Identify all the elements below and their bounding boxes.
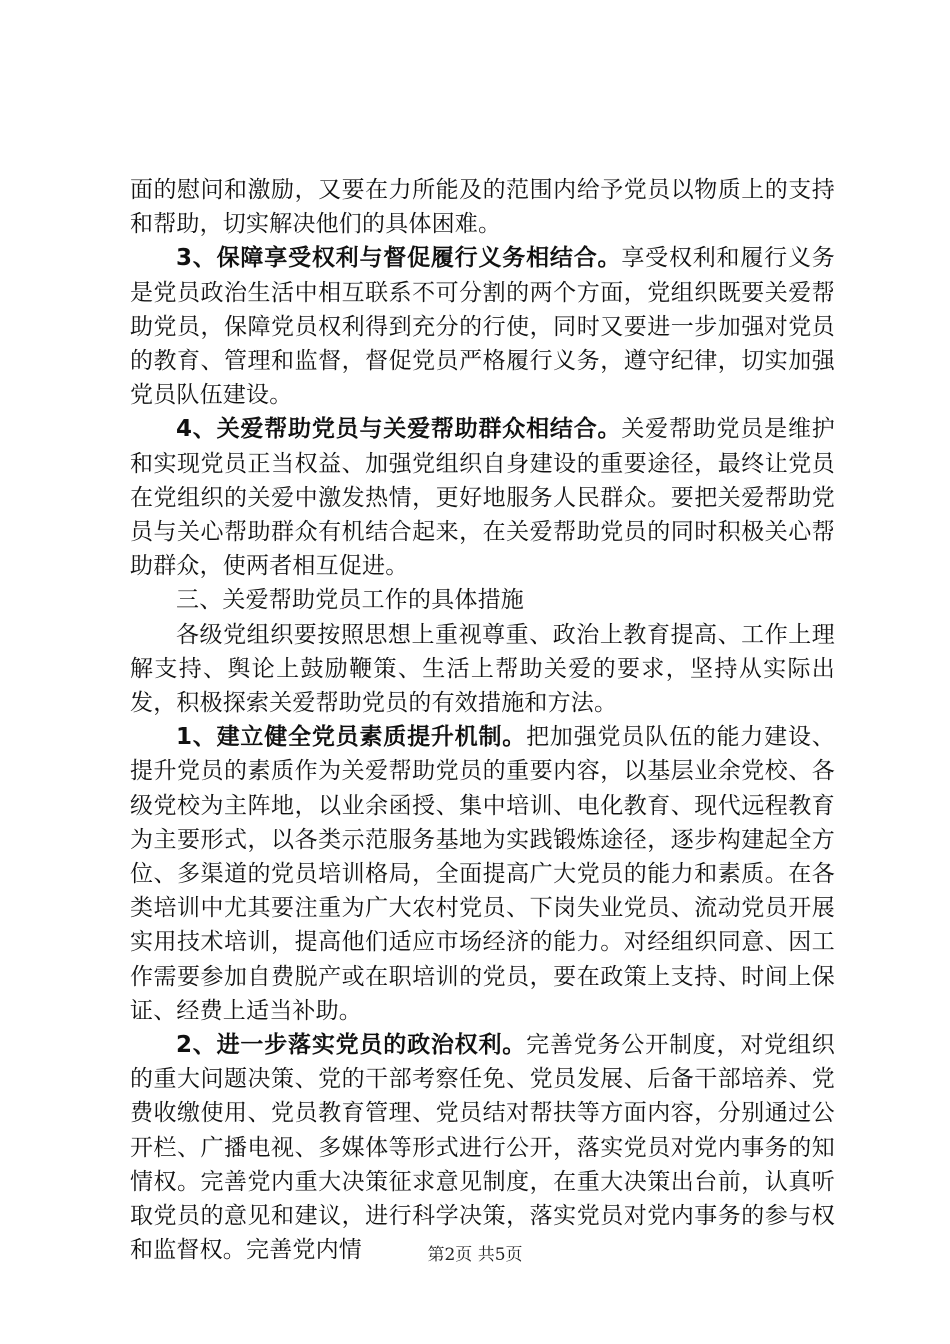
- page-number-footer: 第2页 共5页: [427, 1245, 523, 1265]
- paragraph-text: 享受权利和履行义务是党员政治生活中相互联系不可分割的两个方面，党组织既要关爱帮助党员，保障党员权利得到充分的行使，同时又要进一步加强对党员的教育、管理和监督，督促党员严格履行义务，遵守纪律，切实加强党员队伍建设。: [130, 245, 835, 409]
- paragraph-text: 关爱帮助党员是维护和实现党员正当权益、加强党组织自身建设的重要途径，最终让党员在党组织的关爱中激发热情，更好地服务人民群众。要把关爱帮助党员与关心帮助群众有机结合起来，在关爱帮助党员的同时积极关心帮助群众，使两者相互促进。: [130, 416, 835, 580]
- paragraph-lead: 1、建立健全党员素质提升机制。: [176, 724, 527, 751]
- paragraph-members-masses: [130, 412, 835, 583]
- paragraph-lead: 3、保障享受权利与督促履行义务相结合。: [176, 245, 622, 272]
- paragraph-text: 面的慰问和激励，又要在力所能及的范围内给予党员以物质上的支持和帮助，切实解决他们的具体困难。: [130, 177, 835, 238]
- paragraph-rights-duties: [130, 241, 835, 412]
- paragraph-continuation: [130, 173, 835, 241]
- paragraph-lead: 2、进一步落实党员的政治权利。: [176, 1032, 527, 1059]
- paragraph-intro-measures: [130, 618, 835, 721]
- paragraph-text: 各级党组织要按照思想上重视尊重、政治上教育提高、工作上理解支持、舆论上鼓励鞭策、生活上帮助关爱的要求，坚持从实际出发，积极探索关爱帮助党员的有效措施和方法。: [130, 621, 835, 717]
- paragraph-text: 完善党务公开制度，对党组织的重大问题决策、党的干部考察任免、党员发展、后备干部培养、党费收缴使用、党员教育管理、党员结对帮扶等方面内容，分别通过公开栏、广播电视、多媒体等形式进行公开，落实党员对党内事务的知情权。完善党内重大决策征求意见制度，在重大决策出台前，认真听取党员的意见和建议，进行科学决策，落实党员对党内事务的参与权和监督权。完善党内情: [130, 1032, 835, 1264]
- paragraph-political-rights: [130, 1028, 835, 1267]
- section-heading: 三、关爱帮助党员工作的具体措施: [176, 587, 524, 614]
- paragraph-quality-mechanism: [130, 720, 835, 1028]
- document-body: [130, 173, 835, 1268]
- paragraph-lead: 4、关爱帮助党员与关爱帮助群众相结合。: [176, 416, 622, 443]
- paragraph-text: 把加强党员队伍的能力建设、提升党员的素质作为关爱帮助党员的重要内容，以基层业余党校、各级党校为主阵地，以业余函授、集中培训、电化教育、现代远程教育为主要形式，以各类示范服务基地为实践锻炼途径，逐步构建起全方位、多渠道的党员培训格局，全面提高广大党员的能力和素质。在各类培训中尤其要注重为广大农村党员、下岗失业党员、流动党员开展实用技术培训，提高他们适应市场经济的能力。对经组织同意、因工作需要参加自费脱产或在职培训的党员，要在政策上支持、时间上保证、经费上适当补助。: [130, 724, 835, 1024]
